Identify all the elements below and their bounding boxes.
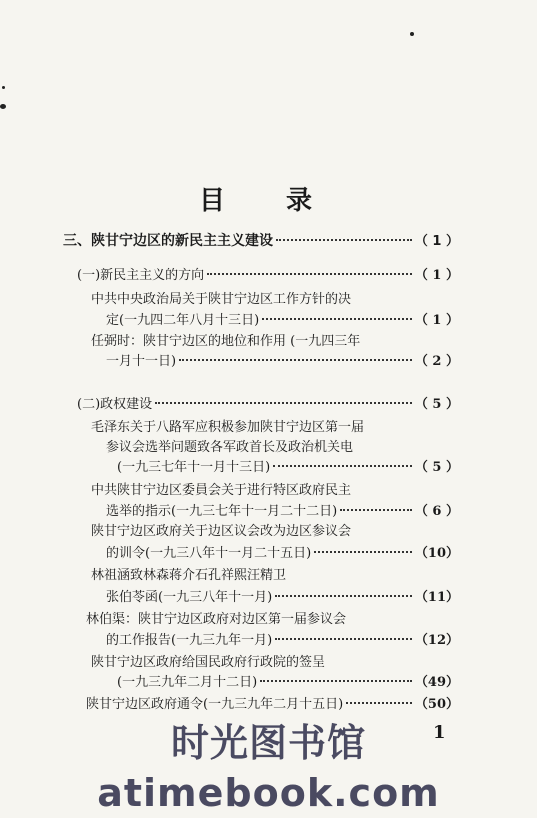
leader-dots: [275, 595, 412, 597]
toc-entry-page: （ 1 ）: [414, 313, 459, 328]
toc-entry-text: 中共陕甘宁边区委員会关于进行特区政府民主: [91, 483, 352, 498]
toc-entry-text: (一九三七年十一月十三日): [117, 460, 271, 475]
toc-entry[interactable]: [106, 632, 459, 650]
ink-speck: [0, 104, 6, 109]
toc-entry-text: (二)政权建设: [77, 397, 153, 412]
toc-entry-text: 的训令(一九三八年十一月二十五日): [106, 546, 312, 561]
toc-entry-text: 定(一九四二年八月十三日): [106, 313, 260, 328]
toc-entry[interactable]: [91, 654, 459, 672]
toc-entry-page: （ 5 ）: [414, 397, 459, 412]
toc-entry[interactable]: [77, 267, 459, 285]
toc-entry-text: 选举的指示(一九三七年十一月二十二日): [106, 504, 338, 519]
leader-dots: [314, 551, 412, 553]
leader-dots: [207, 273, 412, 275]
toc-entry-text: 参议会选举问题致各军政首长及政治机关电: [106, 440, 354, 455]
toc-entry-text: 一月十一日): [106, 354, 177, 369]
toc-entry-page: （ 2 ）: [414, 354, 459, 369]
ink-speck: [2, 86, 5, 89]
toc-entry-text: 中共中央政治局关于陕甘宁边区工作方针的决: [91, 292, 352, 307]
toc-entry-text: 的工作报告(一九三九年一月): [106, 633, 273, 648]
leader-dots: [262, 318, 412, 320]
watermark-text: 时光图书馆atimebook.com: [97, 721, 440, 815]
leader-dots: [273, 465, 412, 467]
toc-entry-page: （10）: [414, 546, 459, 561]
leader-dots: [275, 638, 412, 640]
toc-entry-page: （12）: [414, 633, 459, 648]
leader-dots: [346, 702, 412, 704]
toc-entry[interactable]: [91, 567, 459, 585]
toc-entry-text: (一九三九年二月十二日): [117, 675, 258, 690]
toc-title: 目 录: [198, 186, 339, 216]
toc-entry[interactable]: [106, 545, 459, 563]
toc-entry[interactable]: [106, 503, 459, 521]
toc-entry-text: 陕甘宁边区政府关于边区议会改为边区参议会: [91, 524, 352, 539]
toc-entry[interactable]: [86, 696, 459, 714]
toc-entry[interactable]: [91, 291, 459, 309]
toc-entry[interactable]: [117, 459, 459, 477]
toc-entry-page: （ 5 ）: [414, 460, 459, 475]
leader-dots: [276, 239, 412, 241]
toc-entry[interactable]: [106, 439, 459, 457]
leader-dots: [179, 359, 412, 361]
toc-entry[interactable]: [106, 589, 459, 607]
leader-dots: [155, 402, 412, 404]
toc-entry[interactable]: [86, 611, 459, 629]
toc-entry-page: （49）: [414, 675, 459, 690]
toc-entry-text: 林伯渠：陕甘宁边区政府对边区第一届参议会: [86, 612, 347, 627]
leader-dots: [260, 680, 412, 682]
toc-entry-page: （ 1 ）: [414, 268, 459, 283]
toc-entry[interactable]: [106, 353, 459, 371]
toc-entry-text: 陕甘宁边区政府通令(一九三九年二月十五日): [86, 697, 344, 712]
toc-entry-page: （11）: [414, 590, 459, 605]
toc-entry-text: 张伯苓函(一九三八年十一月): [106, 590, 273, 605]
toc-entry-text: 林祖涵致林森蒋介石孔祥熙汪精卫: [91, 568, 287, 583]
toc-entry[interactable]: [63, 232, 459, 251]
toc-entry-text: 三、陕甘宁边区的新民主主义建设: [63, 233, 273, 249]
toc-entry-page: （ 1 ）: [414, 234, 459, 249]
toc-entry[interactable]: [91, 482, 459, 500]
toc-entry-page: （ 6 ）: [414, 504, 459, 519]
toc-entry[interactable]: [91, 523, 459, 541]
toc-entry-text: 毛泽东关于八路军应积极参加陕甘宁边区第一届: [91, 420, 365, 435]
toc-entry[interactable]: [106, 312, 459, 330]
toc-entry-text: 陕甘宁边区政府给国民政府行政院的签呈: [91, 655, 326, 670]
ink-speck: [410, 32, 414, 36]
toc-entry-page: （50）: [414, 697, 459, 712]
toc-entry[interactable]: [91, 333, 459, 351]
leader-dots: [340, 509, 412, 511]
page-number: 1: [433, 722, 446, 743]
toc-entry-text: (一)新民主主义的方向: [77, 268, 205, 283]
toc-entry[interactable]: [117, 674, 459, 692]
toc-entry-text: 任弼时：陕甘宁边区的地位和作用 (一九四三年: [91, 334, 361, 349]
toc-entry[interactable]: [91, 419, 459, 437]
toc-entry[interactable]: [77, 396, 459, 414]
